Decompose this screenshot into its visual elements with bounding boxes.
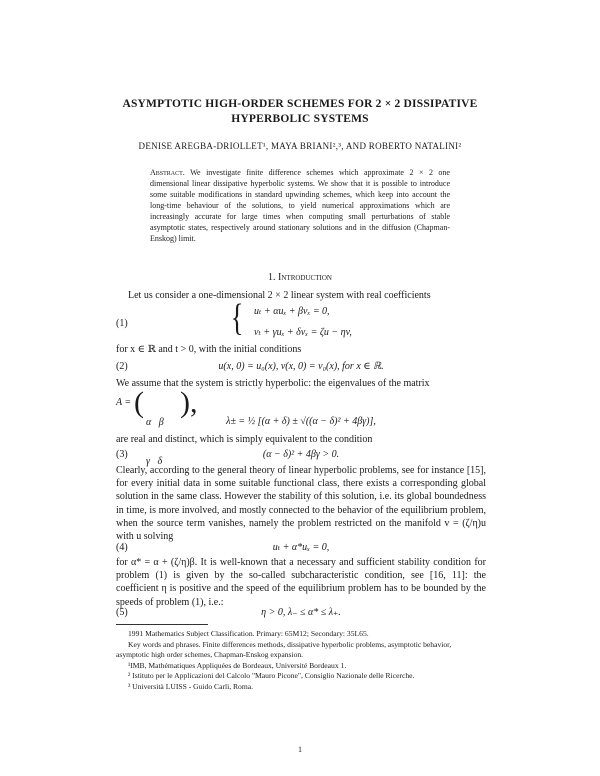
equation-3: (α − δ)² + 4βγ > 0. (262, 449, 340, 460)
paragraph-3: We assume that the system is strictly hyperbolic: the eigenvalues of the matrix (116, 378, 430, 389)
title-line-2: HYPERBOLIC SYSTEMS (231, 113, 369, 125)
equation-5-label: (5) (116, 607, 128, 618)
footnote-affiliation-3: ³ Università LUISS - Guido Carli, Roma. (128, 681, 254, 691)
footnote-rule (116, 624, 208, 625)
paragraph-5: Clearly, according to the general theory of linear hyperbolic problems, see for instance [15], for every initial data in some suitable functional class, there exists a corresponding global solution in the same class. However the stability of this solution, i.e. its global boundedness in time, is more involved, and mostly connected to the behavior of the equilibrium problem, when the source term vanishes, namely the problem restricted on the manifold v = (ζ/η)u with u solving (116, 465, 486, 543)
abstract-text: We investigate finite difference schemes which approximate 2 × 2 one dimensional linear dissipative hyperbolic systems. We show that it is possible to introduce some suitable modifications in standard upwinding schemes, which keep into account the long-time behaviour of the solutions, to yield numerical approximations which are increasingly accurate for large times when computing small perturbations of stable asymptotic states, respectively around stationary solutions and in the diffusion (Chapman-Enskog) limit. (150, 168, 450, 243)
section-heading (70, 272, 530, 283)
section-title: Introduction (278, 272, 332, 283)
paragraph-6: for α* = α + (ζ/η)β. It is well-known that a necessary and sufficient stability condition for problem (1) is given by the so-called subcharacteristic condition, see [16, 11]: the coefficient η is positive and the speed of the equilibrium problem has to be bounded by the speeds of problem (1), i.e.: (116, 557, 486, 608)
abstract (150, 167, 450, 244)
eigenvalue-formula: λ± = ½ [(α + δ) ± √((α − δ)² + 4βγ)], (226, 416, 376, 427)
matrix-paren-right: ), (180, 386, 198, 419)
equation-2: u(x, 0) = u₀(x), v(x, 0) = v₀(x), for x ∈ ℝ. (218, 361, 384, 372)
equation-1-brace: { (230, 297, 244, 339)
title-line-1: ASYMPTOTIC HIGH-ORDER SCHEMES FOR 2 × 2 DISSIPATIVE (122, 98, 478, 110)
paragraph-1: Let us consider a one-dimensional 2 × 2 linear system with real coefficients (128, 290, 431, 301)
equation-4-label: (4) (116, 542, 128, 553)
equation-1-label: (1) (116, 318, 128, 329)
equation-2-label: (2) (116, 361, 128, 372)
equation-4: uₜ + α*uₓ = 0, (272, 542, 330, 553)
paragraph-2: for x ∈ ℝ and t > 0, with the initial conditions (116, 344, 302, 355)
footnote-msc: 1991 Mathematics Subject Classification. Primary: 65M12; Secondary: 35L65. (128, 629, 369, 638)
footnote-affiliation-2: ² Istituto per le Applicazioni del Calcolo "Mauro Picone", Consiglio Nazionale delle Ricerche. (128, 671, 415, 680)
equation-5: η > 0, λ₋ ≤ α* ≤ λ₊. (261, 607, 341, 618)
section-number: 1. (268, 272, 276, 283)
equation-1-line-2: vₜ + γuₓ + δvₓ = ζu − ηv, (254, 327, 352, 338)
page-number: 1 (298, 745, 302, 754)
footnote-keywords: Key words and phrases. Finite differences methods, dissipative hyperbolic problems, asymptotic behavior, asymptotic high order schemes, Chapman-Enskog expansion. (116, 639, 452, 659)
matrix-row-1: α β (146, 417, 164, 428)
footnote-affiliation-1: ¹IMB, Mathématiques Appliquées de Bordeaux, Université Bordeaux 1. (128, 660, 347, 670)
abstract-label: Abstract. (150, 168, 185, 177)
paragraph-4: are real and distinct, which is simply equivalent to the condition (116, 434, 373, 445)
matrix-paren-left: ( (134, 386, 144, 419)
footnotes (116, 629, 486, 692)
author-list: DENISE AREGBA-DRIOLLET¹, MAYA BRIANI²,³, AND ROBERTO NATALINI² (138, 141, 462, 151)
paper-title (70, 97, 530, 127)
equation-3-label: (3) (116, 449, 128, 460)
equation-1-line-1: uₜ + αuₓ + βvₓ = 0, (254, 306, 330, 317)
matrix-row-2: γ δ (146, 456, 163, 467)
matrix-lhs: A = (116, 397, 132, 408)
